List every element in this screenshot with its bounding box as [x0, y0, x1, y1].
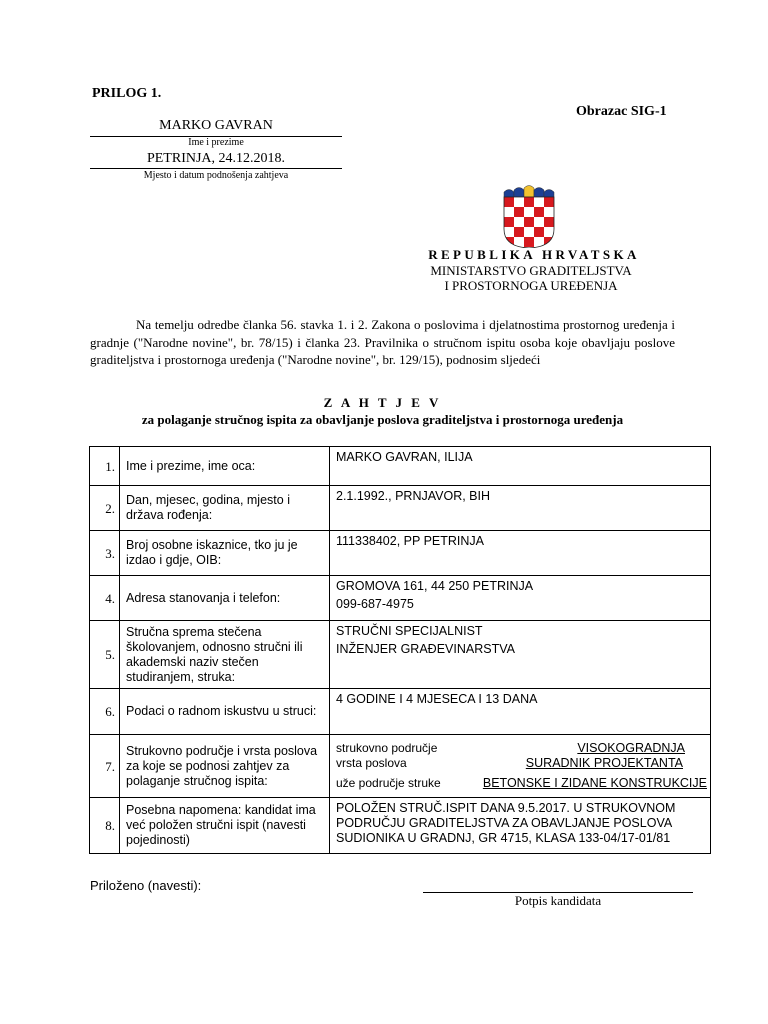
shield-square	[524, 237, 534, 247]
expert-field-key: strukovno područje	[336, 741, 438, 755]
row-label: Strukovno područje i vrsta poslova za koje se podnosi zahtjev za polaganje stručnog ispita:	[120, 735, 330, 798]
row-label: Adresa stanovanja i telefon:	[120, 576, 330, 621]
row-number: 8.	[90, 798, 120, 854]
row-value	[330, 486, 711, 531]
form-row	[90, 486, 711, 531]
value-line: 2.1.1992., PRNJAVOR, BIH	[336, 489, 490, 503]
shield-square	[504, 217, 514, 227]
request-form-table	[89, 446, 711, 854]
place-date: PETRINJA, 24.12.2018.	[146, 151, 286, 166]
name-caption: Ime i prezime	[188, 137, 244, 148]
expert-field-value: VISOKOGRADNJA	[577, 741, 685, 755]
form-row	[90, 447, 711, 486]
shield-square	[514, 207, 524, 217]
row-number: 7.	[90, 735, 120, 798]
place-date-caption: Mjesto i datum podnošenja zahtjeva	[143, 170, 289, 181]
value-line: GROMOVA 161, 44 250 PETRINJA	[336, 579, 534, 593]
shield-square	[524, 197, 534, 207]
crown-segment	[544, 190, 554, 198]
shield-square	[514, 197, 524, 207]
shield-square	[524, 217, 534, 227]
ministry-line-2: I PROSTORNOGA UREĐENJA	[444, 278, 618, 293]
form-row	[90, 689, 711, 735]
shield-square	[534, 217, 544, 227]
ministry-line-1: MINISTARSTVO GRADITELJSTVA	[430, 263, 632, 278]
row-value	[330, 621, 711, 689]
row-label: Posebna napomena: kandidat ima već položen stručni ispit (navesti pojedinosti)	[120, 798, 330, 854]
shield-square	[514, 217, 524, 227]
shield-square	[504, 227, 514, 237]
value-line: INŽENJER GRAĐEVINARSTVA	[336, 642, 515, 656]
request-subtitle: za polaganje stručnog ispita za obavljanje poslova graditeljstva i prostornoga uređenja	[141, 412, 624, 427]
row-label: Ime i prezime, ime oca:	[120, 447, 330, 486]
expert-field-key: vrsta poslova	[336, 756, 407, 770]
expert-field-value: BETONSKE I ZIDANE KONSTRUKCIJE	[482, 776, 707, 790]
row-label: Podaci o radnom iskustvu u struci:	[120, 689, 330, 735]
expert-field-value: SURADNIK PROJEKTANTA	[525, 756, 683, 770]
row-value	[330, 576, 711, 621]
value-line: MARKO GAVRAN, ILIJA	[336, 450, 473, 464]
attachments-label: Priloženo (navesti):	[90, 878, 202, 893]
shield-square	[544, 227, 554, 237]
row-number: 3.	[90, 531, 120, 576]
form-row	[90, 798, 711, 854]
form-row	[90, 576, 711, 621]
shield-square	[534, 207, 544, 217]
expert-field	[336, 756, 707, 771]
expert-field	[336, 776, 707, 791]
shield-square	[514, 227, 524, 237]
row-label: Broj osobne iskaznice, tko ju je izdao i gdje, OIB:	[120, 531, 330, 576]
shield-square	[544, 197, 554, 207]
form-row	[90, 531, 711, 576]
crown-segment	[534, 188, 544, 198]
row-value	[330, 735, 711, 798]
row-label: Dan, mjesec, godina, mjesto i država rođenja:	[120, 486, 330, 531]
row-number: 4.	[90, 576, 120, 621]
shield-square	[544, 217, 554, 227]
crown-segment	[524, 186, 534, 198]
shield-square	[524, 207, 534, 217]
row-value	[330, 689, 711, 735]
signature-caption: Potpis kandidata	[514, 893, 602, 908]
request-title: Z A H T J E V	[323, 395, 442, 410]
value-line: 4 GODINE I 4 MJESECA I 13 DANA	[336, 692, 538, 706]
intro-paragraph: Na temelju odredbe članka 56. stavka 1. i 2. Zakona o poslovima i djelatnostima prostornog uređenja i gradnje ("Narodne novine", br. 78/15) i članka 23. Pravilnika o stručnom ispitu osoba koje obavljaju poslove graditeljstva i prostornoga uređenja ("Narodne novine", br. 129/15), podnosim sljedeći	[90, 317, 675, 367]
shield-square	[504, 197, 514, 207]
form-code: Obrazac SIG-1	[576, 104, 667, 119]
value-line: 111338402, PP PETRINJA	[336, 534, 485, 548]
row-number: 2.	[90, 486, 120, 531]
value-line: 099-687-4975	[336, 597, 414, 611]
crown-segment	[514, 188, 524, 198]
expert-field-key: uže područje struke	[336, 776, 441, 790]
value-line: POLOŽEN STRUČ.ISPIT DANA 9.5.2017. U STRUKOVNOM PODRUČJU GRADITELJSTVA ZA OBAVLJANJE POSLOVA SUDIONIKA U GRADNJ, GR 4715, KLASA 133-04/17-01/81	[336, 801, 676, 845]
shield-square	[524, 227, 534, 237]
shield-square	[534, 197, 544, 207]
row-number: 6.	[90, 689, 120, 735]
row-value	[330, 447, 711, 486]
row-value	[330, 798, 711, 854]
applicant-name: MARKO GAVRAN	[159, 118, 273, 133]
attachment-number: PRILOG 1.	[92, 86, 162, 101]
value-line: STRUČNI SPECIJALNIST	[336, 624, 483, 638]
row-number: 5.	[90, 621, 120, 689]
republic-heading: REPUBLIKA HRVATSKA	[428, 247, 640, 262]
row-label: Stručna sprema stečena školovanjem, odnosno stručni ili akademski naziv stečen studiranjem, struka:	[120, 621, 330, 689]
form-row	[90, 621, 711, 689]
row-number: 1.	[90, 447, 120, 486]
form-row	[90, 735, 711, 798]
place-date-line	[90, 168, 342, 169]
expert-field	[336, 741, 707, 756]
row-value	[330, 531, 711, 576]
crown-segment	[504, 190, 514, 198]
shield-square	[534, 227, 544, 237]
coat-of-arms-icon	[500, 180, 558, 248]
shield-square	[504, 207, 514, 217]
shield-square	[544, 207, 554, 217]
